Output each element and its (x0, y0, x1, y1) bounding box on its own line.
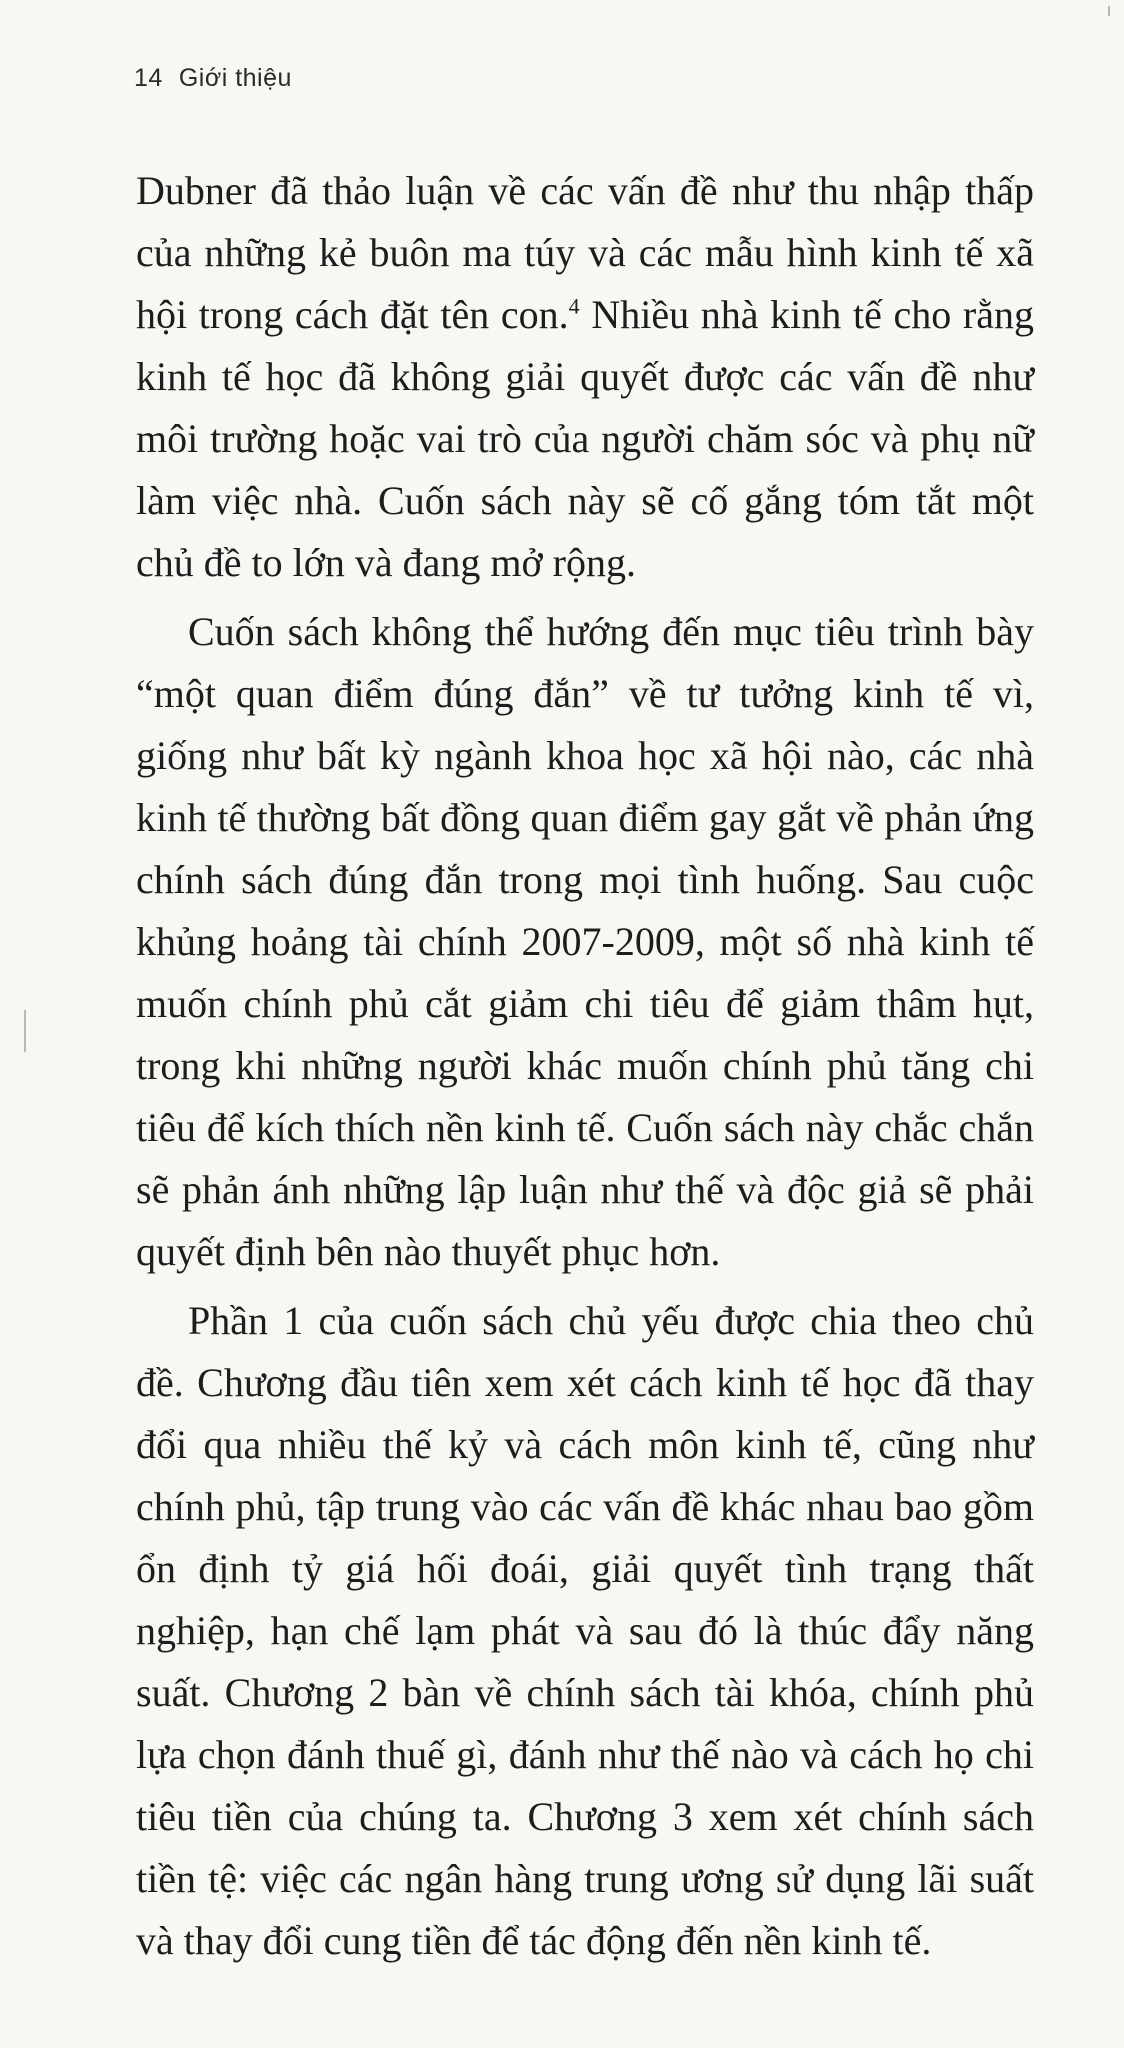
body-text (136, 160, 1034, 1972)
scan-corner-mark (1108, 6, 1110, 16)
paragraph-3: Phần 1 của cuốn sách chủ yếu được chia theo chủ đề. Chương đầu tiên xem xét cách kinh tế học đã thay đổi qua nhiều thế kỷ và cách môn kinh tế, cũng như chính phủ, tập trung vào các vấn đề khác nhau bao gồm ổn định tỷ giá hối đoái, giải quyết tình trạng thất nghiệp, hạn chế lạm phát và sau đó là thúc đẩy năng suất. Chương 2 bàn về chính sách tài khóa, chính phủ lựa chọn đánh thuế gì, đánh như thế nào và cách họ chi tiêu tiền của chúng ta. Chương 3 xem xét chính sách tiền tệ: việc các ngân hàng trung ương sử dụng lãi suất và thay đổi cung tiền để tác động đến nền kinh tế. (136, 1298, 1034, 1963)
paragraph-1-continuation: Nhiều nhà kinh tế cho rằng kinh tế học đã không giải quyết được các vấn đề như môi trường hoặc vai trò của người chăm sóc và phụ nữ làm việc nhà. Cuốn sách này sẽ cố gắng tóm tắt một chủ đề to lớn và đang mở rộng. (136, 292, 1034, 585)
running-header (134, 64, 292, 93)
page-number: 14 (134, 64, 163, 92)
footnote-reference: 4 (568, 293, 580, 319)
section-title: Giới thiệu (178, 64, 292, 92)
paragraph-2: Cuốn sách không thể hướng đến mục tiêu trình bày “một quan điểm đúng đắn” về tư tưởng kinh tế vì, giống như bất kỳ ngành khoa học xã hội nào, các nhà kinh tế thường bất đồng quan điểm gay gắt về phản ứng chính sách đúng đắn trong mọi tình huống. Sau cuộc khủng hoảng tài chính 2007-2009, một số nhà kinh tế muốn chính phủ cắt giảm chi tiêu để giảm thâm hụt, trong khi những người khác muốn chính phủ tăng chi tiêu để kích thích nền kinh tế. Cuốn sách này chắc chắn sẽ phản ánh những lập luận như thế và độc giả sẽ phải quyết định bên nào thuyết phục hơn. (136, 609, 1034, 1274)
paragraph-1-text: Dubner đã thảo luận về các vấn đề như thu nhập thấp của những kẻ buôn ma túy và các mẫu hình kinh tế xã hội trong cách đặt tên con. (136, 168, 1034, 337)
paragraph-1 (136, 160, 1034, 594)
scan-edge-mark (24, 1010, 26, 1052)
